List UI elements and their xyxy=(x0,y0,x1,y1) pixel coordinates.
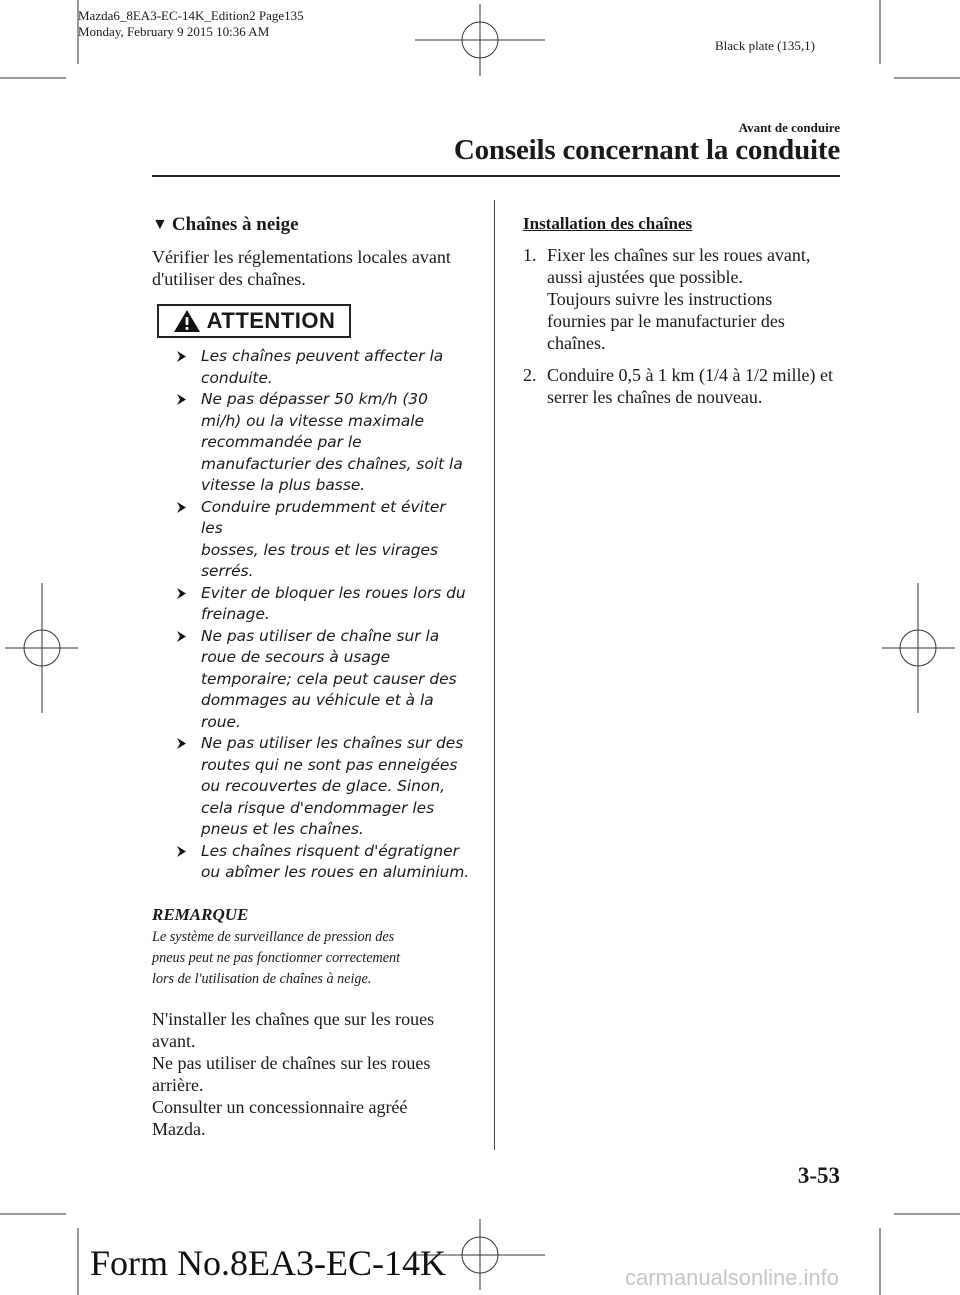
header-rule xyxy=(152,175,840,177)
text-line: Les chaînes peuvent affecter la xyxy=(201,347,444,365)
print-metadata xyxy=(78,8,304,40)
text-line: Ne pas utiliser les chaînes sur des xyxy=(201,734,464,752)
text-line: Vérifier les réglementations locales avant xyxy=(152,247,451,267)
watermark: carmanualsonline.info xyxy=(625,1265,840,1290)
caution-item xyxy=(174,389,472,497)
text-line: arrière. xyxy=(152,1074,204,1095)
arrowhead-bullet-icon xyxy=(176,501,187,514)
text-line: Conduire 0,5 à 1 km (1/4 à 1/2 mille) et xyxy=(547,365,833,385)
page-number: 3-53 xyxy=(797,1163,840,1188)
heading-text: Chaînes à neige xyxy=(171,214,299,235)
text-line: roue. xyxy=(201,712,241,731)
caution-item xyxy=(174,497,472,583)
text-line: recommandée par le xyxy=(201,433,362,451)
text-line: cela risque d'endommager les xyxy=(201,798,435,817)
caution-item xyxy=(174,346,472,389)
text-line: conduite. xyxy=(201,368,273,387)
text-line: Ne pas dépasser 50 km/h (30 xyxy=(201,390,428,408)
text-line: bosses, les trous et les virages xyxy=(201,540,439,559)
installation-step xyxy=(523,364,853,408)
text-line: pneus peut ne pas fonctionner correctement xyxy=(152,949,401,966)
arrowhead-bullet-icon xyxy=(176,845,187,858)
right-column xyxy=(523,214,853,418)
text-line: d'utiliser des chaînes. xyxy=(152,269,306,289)
remark-body xyxy=(152,927,472,990)
text-line: Les chaînes risquent d'égratigner xyxy=(201,841,459,860)
text-line: freinage. xyxy=(201,605,270,623)
text-line: Fixer les chaînes sur les roues avant, xyxy=(547,245,811,265)
text-line: fournies par le manufacturier des xyxy=(547,311,785,331)
plate-label: Black plate (135,1) xyxy=(715,38,815,53)
text-line: Consulter un concessionnaire agréé xyxy=(152,1096,408,1117)
caution-item xyxy=(174,841,472,884)
caution-item xyxy=(174,626,472,734)
caution-item xyxy=(174,583,472,626)
arrowhead-bullet-icon xyxy=(176,587,187,600)
text-line: Ne pas utiliser de chaînes sur les roues xyxy=(152,1052,431,1073)
text-line: serrés. xyxy=(201,562,254,580)
installation-heading: Installation des chaînes xyxy=(523,214,693,233)
intro-paragraph xyxy=(152,246,472,290)
text-line: roue de secours à usage xyxy=(201,648,391,666)
text-line: Ne pas utiliser de chaîne sur la xyxy=(201,626,440,645)
text-line: Eviter de bloquer les roues lors du xyxy=(201,583,466,602)
step-number: 1. xyxy=(523,245,537,265)
snow-chains-heading xyxy=(152,214,472,236)
triangle-down-icon: ▼ xyxy=(152,216,168,233)
text-line: ou abîmer les roues en aluminium. xyxy=(201,863,470,881)
step-number: 2. xyxy=(523,365,537,385)
left-column xyxy=(152,214,472,1140)
section-title: Avant de conduire xyxy=(738,120,840,135)
text-line: ou recouvertes de glace. Sinon, xyxy=(201,777,445,795)
print-meta-line: Mazda6_8EA3-EC-14K_Edition2 Page135 xyxy=(78,8,304,23)
text-line: routes qui ne sont pas enneigées xyxy=(201,755,458,774)
text-line: Mazda. xyxy=(152,1118,206,1139)
text-line: mi/h) ou la vitesse maximale xyxy=(201,411,425,430)
form-number: Form No.8EA3-EC-14K xyxy=(90,1243,446,1283)
caution-list xyxy=(152,346,472,884)
warning-triangle-icon xyxy=(173,309,201,333)
install-note-paragraph xyxy=(152,1008,472,1140)
text-line: serrer les chaînes de nouveau. xyxy=(547,387,763,407)
text-line: avant. xyxy=(152,1030,196,1051)
arrowhead-bullet-icon xyxy=(176,393,187,406)
installation-step xyxy=(523,244,853,354)
remark-title: REMARQUE xyxy=(152,904,249,924)
text-line: dommages au véhicule et à la xyxy=(201,691,434,709)
print-meta-line: Monday, February 9 2015 10:36 AM xyxy=(78,24,270,39)
caution-item xyxy=(174,733,472,841)
chapter-title: Conseils concernant la conduite xyxy=(453,134,840,166)
attention-banner xyxy=(157,304,351,338)
text-line: chaînes. xyxy=(547,333,606,353)
text-line: manufacturier des chaînes, soit la xyxy=(201,454,463,473)
text-line: Conduire prudemment et éviter les xyxy=(201,497,446,537)
text-line: pneus et les chaînes. xyxy=(201,820,364,838)
text-line: Toujours suivre les instructions xyxy=(547,289,773,309)
text-line: temporaire; cela peut causer des xyxy=(201,669,457,688)
arrowhead-bullet-icon xyxy=(176,737,187,750)
arrowhead-bullet-icon xyxy=(176,350,187,363)
text-line: Le système de surveillance de pression des xyxy=(152,928,395,945)
column-divider xyxy=(494,200,495,1150)
text-line: lors de l'utilisation de chaînes à neige. xyxy=(152,970,372,987)
installation-steps xyxy=(523,244,853,408)
text-line: N'installer les chaînes que sur les roues xyxy=(152,1008,435,1029)
arrowhead-bullet-icon xyxy=(176,630,187,643)
text-line: vitesse la plus basse. xyxy=(201,476,366,494)
text-line: aussi ajustées que possible. xyxy=(547,267,743,287)
attention-label: ATTENTION xyxy=(206,308,336,333)
